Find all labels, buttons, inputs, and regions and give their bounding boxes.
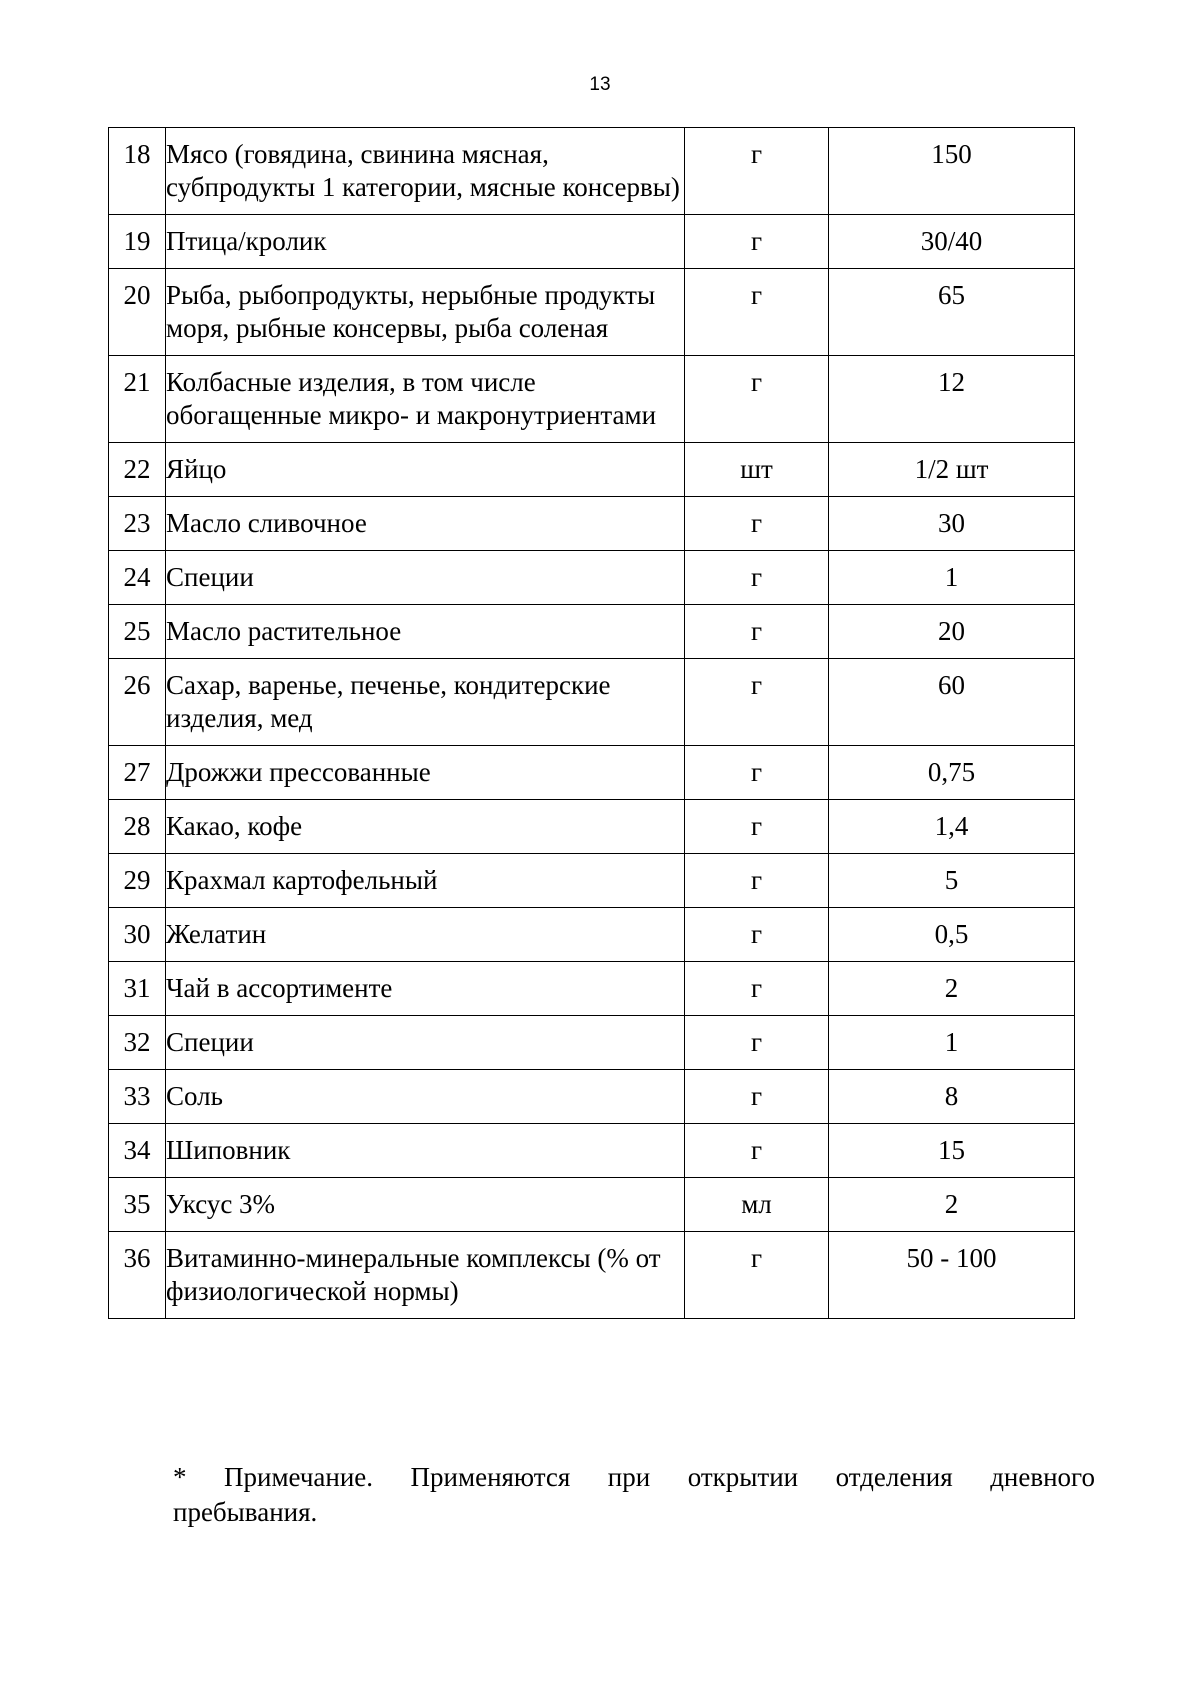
norm-value: 12: [829, 356, 1075, 443]
table-row: [109, 1232, 1075, 1319]
table-row: [109, 1124, 1075, 1178]
footnote-word: отделения: [835, 1462, 953, 1492]
table-row: [109, 215, 1075, 269]
table-row: [109, 1070, 1075, 1124]
unit: г: [685, 659, 829, 746]
product-name: Чай в ассортименте: [166, 962, 685, 1016]
row-number: 33: [109, 1070, 166, 1124]
footnote-word: при: [607, 1462, 651, 1492]
norm-value: 0,75: [829, 746, 1075, 800]
footnote-word: дневного: [990, 1462, 1095, 1492]
table-row: [109, 128, 1075, 215]
table-row: [109, 659, 1075, 746]
unit: г: [685, 746, 829, 800]
row-number: 18: [109, 128, 166, 215]
row-number: 28: [109, 800, 166, 854]
table-row: [109, 269, 1075, 356]
row-number: 23: [109, 497, 166, 551]
product-name: Мясо (говядина, свинина мясная, субпродукты 1 категории, мясные консервы): [166, 128, 685, 215]
footnote-word: Примечание.: [224, 1462, 374, 1492]
row-number: 24: [109, 551, 166, 605]
row-number: 35: [109, 1178, 166, 1232]
product-name: Соль: [166, 1070, 685, 1124]
product-name: Яйцо: [166, 443, 685, 497]
norm-value: 50 - 100: [829, 1232, 1075, 1319]
unit: шт: [685, 443, 829, 497]
unit: г: [685, 128, 829, 215]
norm-value: 2: [829, 962, 1075, 1016]
norm-value: 60: [829, 659, 1075, 746]
table-row: [109, 443, 1075, 497]
product-name: Желатин: [166, 908, 685, 962]
product-name: Уксус 3%: [166, 1178, 685, 1232]
table-row: [109, 800, 1075, 854]
row-number: 32: [109, 1016, 166, 1070]
norm-value: 5: [829, 854, 1075, 908]
norm-value: 8: [829, 1070, 1075, 1124]
table-row: [109, 551, 1075, 605]
norm-value: 0,5: [829, 908, 1075, 962]
row-number: 31: [109, 962, 166, 1016]
product-name: Крахмал картофельный: [166, 854, 685, 908]
product-name: Специи: [166, 1016, 685, 1070]
row-number: 27: [109, 746, 166, 800]
product-name: Витаминно-минеральные комплексы (% от физиологической нормы): [166, 1232, 685, 1319]
norm-value: 2: [829, 1178, 1075, 1232]
table-row: [109, 356, 1075, 443]
row-number: 22: [109, 443, 166, 497]
unit: г: [685, 908, 829, 962]
unit: г: [685, 551, 829, 605]
footnote-last-line: пребывания.: [173, 1497, 318, 1527]
table-row: [109, 605, 1075, 659]
unit: мл: [685, 1178, 829, 1232]
row-number: 29: [109, 854, 166, 908]
table-row: [109, 497, 1075, 551]
row-number: 20: [109, 269, 166, 356]
table-row: [109, 854, 1075, 908]
table-row: [109, 962, 1075, 1016]
norm-value: 20: [829, 605, 1075, 659]
unit: г: [685, 605, 829, 659]
unit: г: [685, 1070, 829, 1124]
row-number: 34: [109, 1124, 166, 1178]
unit: г: [685, 854, 829, 908]
product-name: Птица/кролик: [166, 215, 685, 269]
table-body: [109, 128, 1075, 1319]
norm-value: 30/40: [829, 215, 1075, 269]
food-norms-table: [108, 127, 1075, 1319]
product-name: Сахар, варенье, печенье, кондитерские изделия, мед: [166, 659, 685, 746]
norm-value: 1/2 шт: [829, 443, 1075, 497]
product-name: Шиповник: [166, 1124, 685, 1178]
norm-value: 65: [829, 269, 1075, 356]
footnote-first-line: [173, 1460, 1095, 1495]
norm-value: 1,4: [829, 800, 1075, 854]
product-name: Масло растительное: [166, 605, 685, 659]
row-number: 25: [109, 605, 166, 659]
unit: г: [685, 269, 829, 356]
product-name: Колбасные изделия, в том числе обогащенные микро- и макронутриентами: [166, 356, 685, 443]
row-number: 36: [109, 1232, 166, 1319]
unit: г: [685, 1016, 829, 1070]
norm-value: 1: [829, 551, 1075, 605]
footnote-word: Применяются: [410, 1462, 571, 1492]
table-row: [109, 746, 1075, 800]
product-name: Специи: [166, 551, 685, 605]
row-number: 19: [109, 215, 166, 269]
table-row: [109, 908, 1075, 962]
footnote-word: *: [173, 1462, 187, 1492]
page-number: 13: [589, 74, 611, 95]
table-row: [109, 1178, 1075, 1232]
product-name: Рыба, рыбопродукты, нерыбные продукты моря, рыбные консервы, рыба соленая: [166, 269, 685, 356]
footnote: [173, 1460, 1095, 1530]
unit: г: [685, 1232, 829, 1319]
norm-value: 150: [829, 128, 1075, 215]
product-name: Масло сливочное: [166, 497, 685, 551]
product-name: Какао, кофе: [166, 800, 685, 854]
unit: г: [685, 356, 829, 443]
unit: г: [685, 1124, 829, 1178]
table-row: [109, 1016, 1075, 1070]
footnote-word: открытии: [687, 1462, 799, 1492]
unit: г: [685, 962, 829, 1016]
norm-value: 30: [829, 497, 1075, 551]
product-name: Дрожжи прессованные: [166, 746, 685, 800]
row-number: 26: [109, 659, 166, 746]
row-number: 30: [109, 908, 166, 962]
norm-value: 1: [829, 1016, 1075, 1070]
unit: г: [685, 215, 829, 269]
unit: г: [685, 800, 829, 854]
unit: г: [685, 497, 829, 551]
norm-value: 15: [829, 1124, 1075, 1178]
row-number: 21: [109, 356, 166, 443]
